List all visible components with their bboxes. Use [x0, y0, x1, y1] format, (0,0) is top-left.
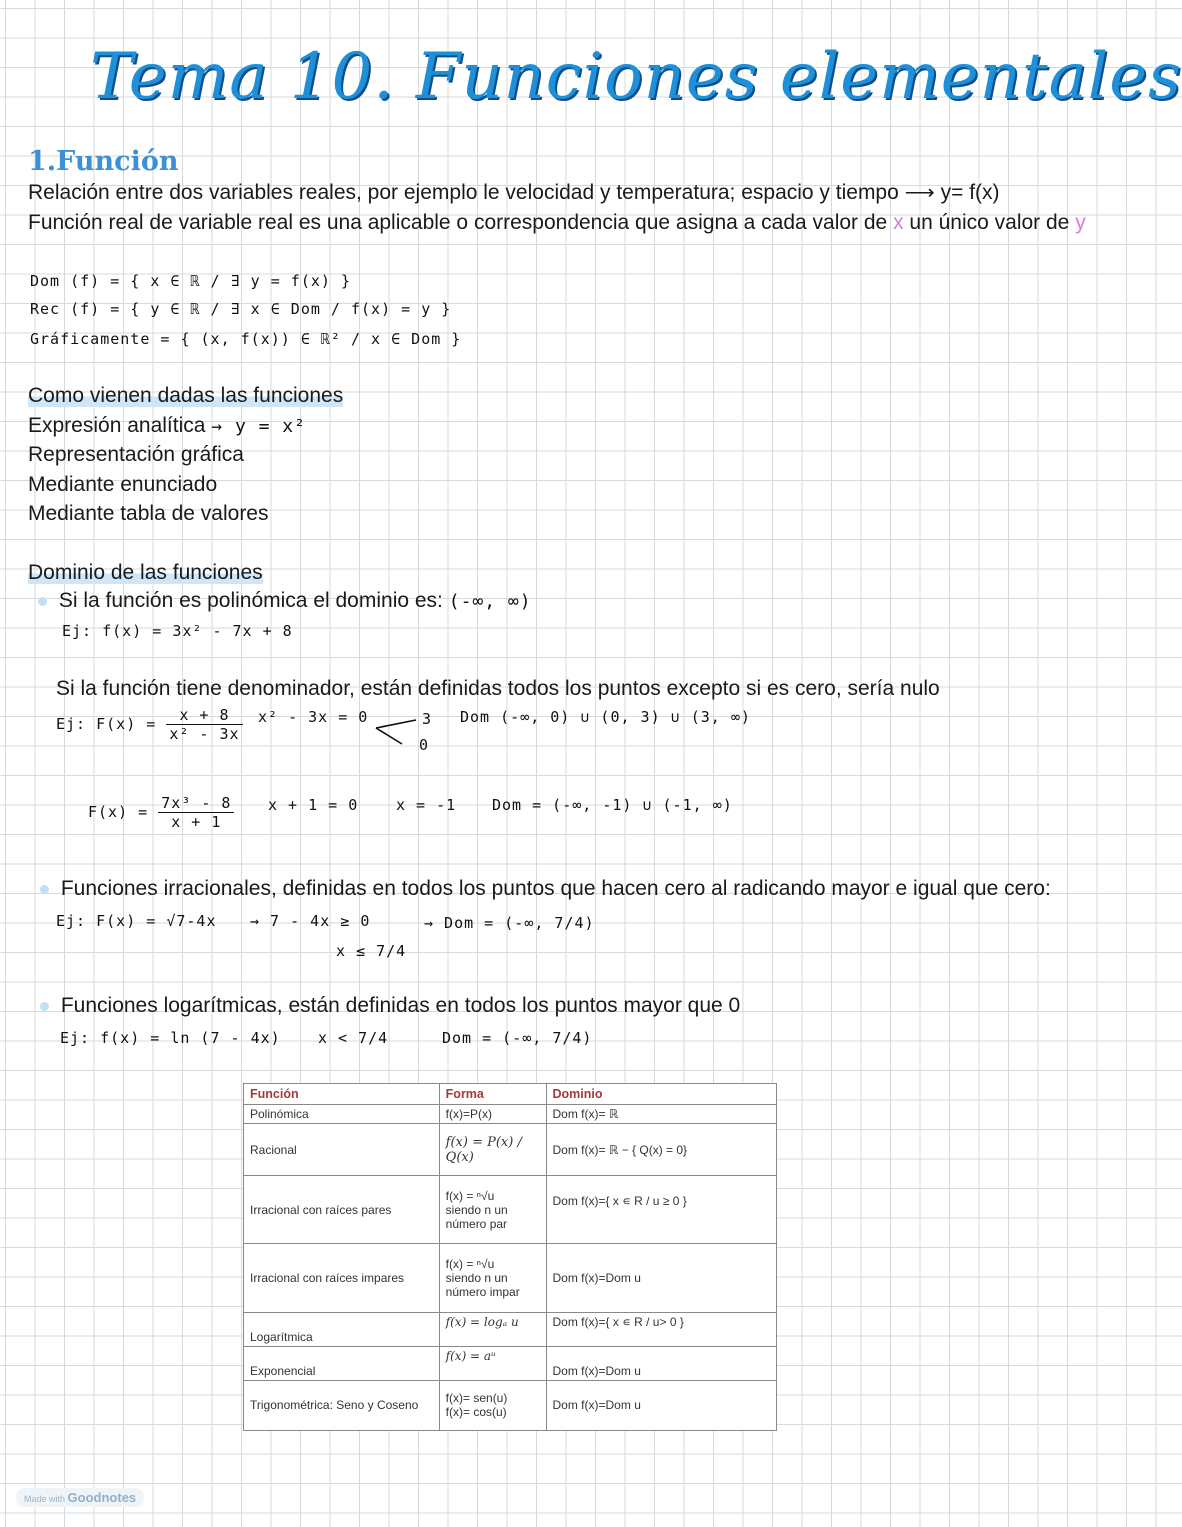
rational-rule: Si la función tiene denominador, están definidas todos los puntos excepto si es cero, sería nulo [56, 677, 940, 700]
cell-dominio: Dom f(x)= ℝ [546, 1105, 776, 1124]
rational-equation-2: x + 1 = 0 [268, 796, 359, 814]
log-solution: x < 7/4 [318, 1029, 389, 1047]
cell-forma [439, 1244, 546, 1312]
graph-definition: Gráficamente = { (x, f(x)) ∈ ℝ² / x ∈ Dom } [30, 330, 462, 348]
irrational-example: Ej: F(x) = √7-4x [56, 912, 217, 930]
poly-rule-text: Si la función es polinómica el dominio es: [58, 589, 443, 612]
definition-text: Relación entre dos variables reales, por ejemplo le velocidad y temperatura; espacio y tiempo [28, 181, 899, 204]
domain-heading-text: Dominio de las funciones [28, 561, 263, 584]
cell-dominio: Dom f(x)=Dom u [546, 1346, 776, 1380]
table-row [244, 1176, 777, 1244]
how-given-item-1-math: → y = x² [211, 416, 306, 437]
range-definition: Rec (f) = { y ∈ ℝ / ∃ x ∈ Dom / f(x) = y } [30, 300, 452, 318]
cell-funcion: Racional [244, 1124, 440, 1176]
definition-line-1 [28, 180, 1000, 205]
bullet-icon [40, 885, 49, 894]
rational-example-label: Ej: F(x) = [56, 715, 157, 733]
how-given-item-4: Mediante tabla de valores [28, 502, 269, 525]
cell-forma-note: siendo n un número par [445, 1202, 508, 1231]
cell-funcion: Logarítmica [244, 1312, 440, 1346]
column-header-forma: Forma [439, 1084, 546, 1105]
how-given-item-3: Mediante enunciado [28, 473, 218, 496]
variable-y: y [1075, 211, 1086, 234]
how-given-item-2: Representación gráfica [28, 443, 244, 466]
table-row [244, 1124, 777, 1176]
column-header-funcion: Función [244, 1084, 440, 1105]
cell-forma [439, 1380, 546, 1430]
irrational-step: → 7 - 4x ≥ 0 [250, 912, 371, 930]
section-heading-funcion: 1.Función [28, 146, 179, 177]
definition-text-2a: Función real de variable real es una aplicable o correspondencia que asigna a cada valor de [28, 211, 888, 234]
cell-dominio: Dom f(x)= ℝ − { Q(x) = 0} [546, 1124, 776, 1176]
table-row [244, 1312, 777, 1346]
log-rule-text: Funciones logarítmicas, están definidas en todos los puntos mayor que 0 [60, 994, 741, 1017]
cell-forma-note: siendo n un número impar [445, 1271, 520, 1299]
fraction-numerator-2: 7x³ - 8 [158, 794, 234, 813]
cell-dominio: Dom f(x)={ x ∊ R / u ≥ 0 } [546, 1176, 776, 1244]
domain-reference-table [243, 1083, 777, 1431]
how-given-item-1-text: Expresión analítica [28, 414, 206, 437]
rational-fraction [166, 706, 242, 743]
cell-funcion: Trigonométrica: Seno y Coseno [244, 1380, 440, 1430]
bullet-icon [38, 597, 47, 606]
cell-dominio: Dom f(x)=Dom u [546, 1380, 776, 1430]
log-example: Ej: f(x) = ln (7 - 4x) [60, 1029, 281, 1047]
variable-x: x [893, 211, 904, 234]
cell-dominio: Dom f(x)=Dom u [546, 1244, 776, 1312]
table-row [244, 1346, 777, 1380]
irrational-rule [40, 877, 1051, 901]
cell-funcion: Polinómica [244, 1105, 440, 1124]
table-row [244, 1380, 777, 1430]
rational-example-2 [88, 794, 234, 831]
table-row [244, 1105, 777, 1124]
poly-rule [38, 589, 532, 613]
cell-forma [439, 1176, 546, 1244]
definition-text-2b: un único valor de [909, 211, 1070, 234]
domain-definition: Dom (f) = { x ∈ ℝ / ∃ y = f(x) } [30, 272, 351, 290]
table-row [244, 1244, 777, 1312]
rational-root-2: x = -1 [396, 796, 457, 814]
cell-dominio: Dom f(x)={ x ∊ R / u> 0 } [546, 1312, 776, 1346]
poly-interval: (-∞, ∞) [448, 591, 532, 612]
cell-forma: f(x) = P(x) / Q(x) [439, 1124, 546, 1176]
fraction-denominator: x² - 3x [169, 725, 240, 743]
irrational-domain: → Dom = (-∞, 7/4) [424, 914, 595, 932]
watermark-brand: Goodnotes [67, 1490, 137, 1505]
rational-example-2-label: F(x) = [88, 803, 149, 821]
poly-example: Ej: f(x) = 3x² - 7x + 8 [62, 622, 293, 640]
log-domain: Dom = (-∞, 7/4) [442, 1029, 593, 1047]
fraction-denominator-2: x + 1 [171, 813, 222, 831]
rational-fraction-2 [158, 794, 234, 831]
cell-forma-note: f(x)= cos(u) [445, 1405, 507, 1420]
how-given-heading-text: Como vienen dadas las funciones [28, 384, 344, 407]
root-2: 0 [419, 736, 430, 754]
cell-forma-main: f(x) = ⁿ√u [445, 1257, 495, 1271]
definition-line-2 [28, 211, 1086, 235]
rational-domain-1: Dom (-∞, 0) ∪ (0, 3) ∪ (3, ∞) [460, 708, 751, 726]
cell-funcion: Exponencial [244, 1346, 440, 1380]
how-given-heading [28, 384, 343, 408]
cell-forma-main: f(x)= sen(u) [445, 1391, 508, 1406]
domain-heading [28, 561, 263, 585]
table-header-row [244, 1084, 777, 1105]
rational-example-1 [56, 706, 243, 743]
cell-forma: f(x) = logₐ u [439, 1312, 546, 1346]
irrational-solution: x ≤ 7/4 [336, 942, 407, 960]
cell-funcion: Irracional con raíces impares [244, 1244, 440, 1312]
cell-funcion: Irracional con raíces pares [244, 1176, 440, 1244]
function-notation: y= f(x) [940, 181, 1000, 204]
arrow-icon: ⟶ [904, 181, 935, 204]
cell-forma: f(x)=P(x) [439, 1105, 546, 1124]
cell-forma: f(x) = aᵘ [439, 1346, 546, 1380]
irrational-rule-text: Funciones irracionales, definidas en todos los puntos que hacen cero al radicando mayor e igual que cero: [60, 877, 1051, 900]
how-given-item-1 [28, 414, 306, 438]
fraction-numerator: x + 8 [166, 706, 242, 725]
rational-equation: x² - 3x = 0 [258, 708, 369, 726]
cell-forma-main: f(x) = ⁿ√u [445, 1188, 495, 1203]
root-1: 3 [422, 710, 433, 728]
goodnotes-watermark [16, 1488, 144, 1507]
page-title: Tema 10. Funciones elementales [90, 40, 1182, 114]
watermark-made-with: Made with [24, 1494, 66, 1504]
log-rule [40, 994, 740, 1018]
bullet-icon [40, 1002, 49, 1011]
rational-domain-2: Dom = (-∞, -1) ∪ (-1, ∞) [492, 796, 733, 814]
column-header-dominio: Dominio [546, 1084, 776, 1105]
root-branch-icon [372, 716, 418, 746]
